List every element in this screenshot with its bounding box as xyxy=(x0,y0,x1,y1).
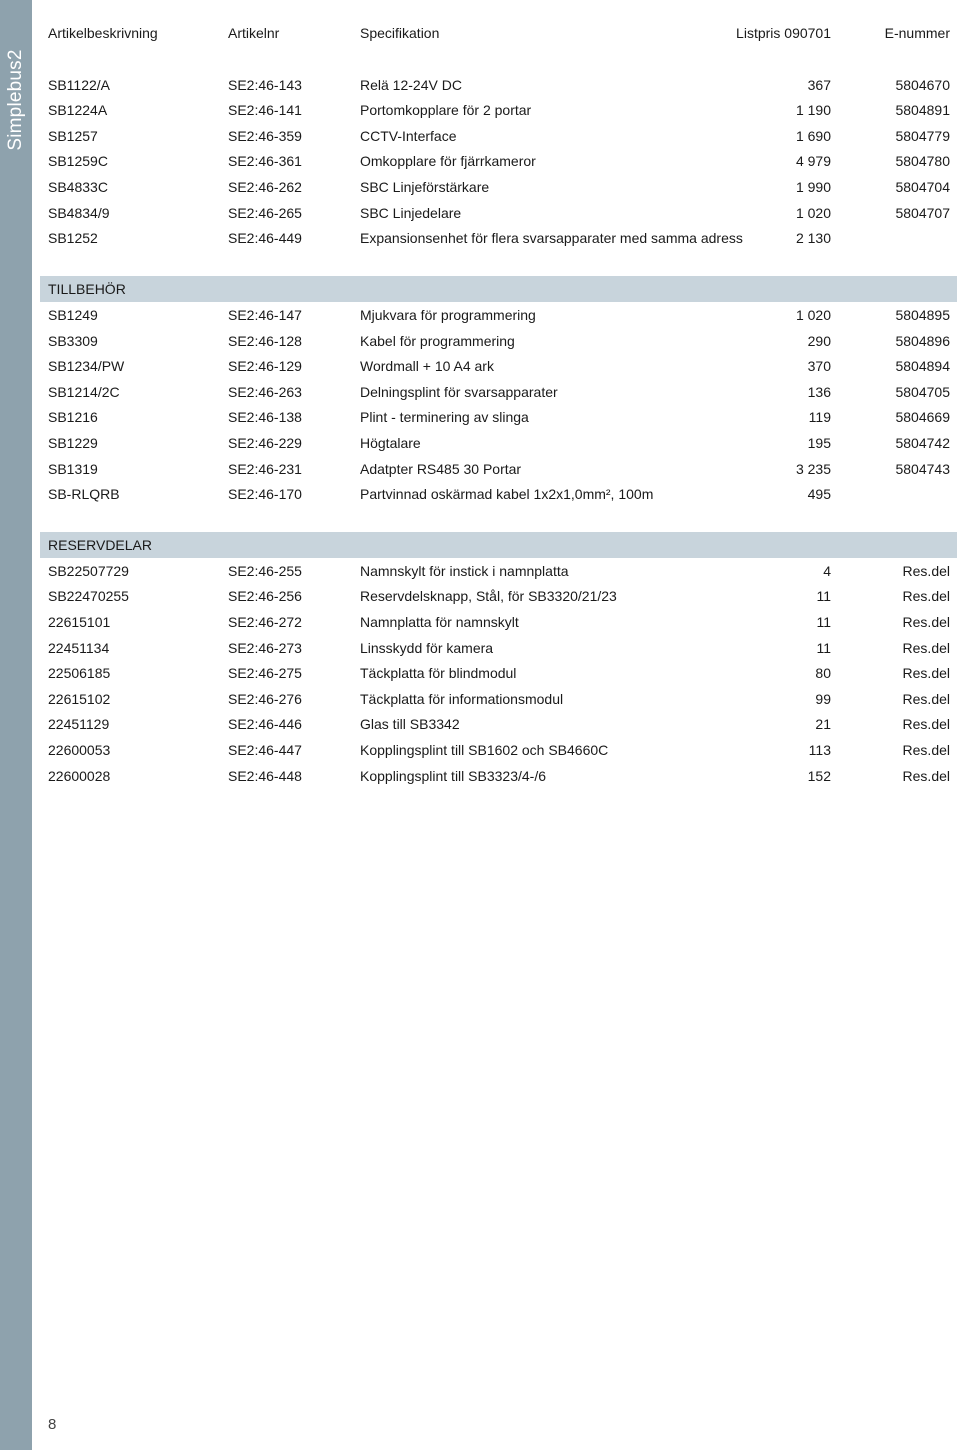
table-row xyxy=(40,635,957,661)
header-specification: Specifikation xyxy=(360,25,440,41)
cell-description: SB1224A xyxy=(48,102,108,119)
cell-list-price: 4 xyxy=(823,562,831,579)
section-title: TILLBEHÖR xyxy=(48,281,126,298)
cell-list-price: 195 xyxy=(807,434,831,451)
cell-list-price: 4 979 xyxy=(795,153,831,170)
cell-list-price: 136 xyxy=(807,383,831,400)
table-row xyxy=(40,97,957,123)
cell-e-number: Res.del xyxy=(902,767,950,784)
spacer xyxy=(40,46,957,72)
cell-article-number: SE2:46-229 xyxy=(228,434,302,451)
cell-article-number: SE2:46-359 xyxy=(228,127,302,144)
cell-article-number: SE2:46-446 xyxy=(228,716,302,733)
cell-description: SB22470255 xyxy=(48,588,129,605)
cell-list-price: 1 020 xyxy=(795,306,831,323)
cell-e-number: Res.del xyxy=(902,639,950,656)
cell-e-number: 5804895 xyxy=(895,306,950,323)
table-row xyxy=(40,558,957,584)
cell-description: SB22507729 xyxy=(48,562,129,579)
cell-specification: Täckplatta för blindmodul xyxy=(360,665,517,682)
cell-article-number: SE2:46-448 xyxy=(228,767,302,784)
cell-article-number: SE2:46-129 xyxy=(228,358,302,375)
table-row xyxy=(40,353,957,379)
cell-article-number: SE2:46-231 xyxy=(228,460,302,477)
cell-list-price: 11 xyxy=(816,614,831,631)
cell-description: 22600053 xyxy=(48,742,111,759)
cell-description: 22451134 xyxy=(48,639,110,656)
cell-article-number: SE2:46-449 xyxy=(228,230,302,247)
cell-e-number: Res.del xyxy=(902,614,950,631)
cell-article-number: SE2:46-256 xyxy=(228,588,302,605)
table-header xyxy=(40,20,957,46)
cell-e-number: 5804707 xyxy=(895,204,950,221)
tillbehor-section xyxy=(40,302,957,507)
cell-article-number: SE2:46-272 xyxy=(228,614,302,631)
cell-e-number: Res.del xyxy=(902,742,950,759)
cell-list-price: 367 xyxy=(807,76,831,93)
table-row xyxy=(40,583,957,609)
cell-e-number: 5804669 xyxy=(895,409,950,426)
spacer xyxy=(40,251,957,277)
sidebar xyxy=(0,0,32,1450)
main-section xyxy=(40,72,957,251)
section-header-tillbehor xyxy=(40,276,957,302)
cell-specification: SBC Linjedelare xyxy=(360,204,462,221)
cell-article-number: SE2:46-147 xyxy=(228,306,302,323)
cell-list-price: 1 190 xyxy=(795,102,831,119)
cell-description: SB1122/A xyxy=(48,76,111,93)
cell-article-number: SE2:46-275 xyxy=(228,665,302,682)
spacer xyxy=(40,507,957,533)
cell-description: 22451129 xyxy=(48,716,110,733)
header-description: Artikelbeskrivning xyxy=(48,25,158,41)
cell-specification: Kopplingsplint till SB3323/4-/6 xyxy=(360,767,547,784)
table-row xyxy=(40,456,957,482)
cell-e-number: Res.del xyxy=(902,562,950,579)
table-row xyxy=(40,404,957,430)
cell-article-number: SE2:46-143 xyxy=(228,76,302,93)
cell-article-number: SE2:46-447 xyxy=(228,742,302,759)
cell-description: 22506185 xyxy=(48,665,111,682)
cell-e-number: 5804896 xyxy=(895,332,950,349)
cell-list-price: 1 690 xyxy=(795,127,831,144)
cell-article-number: SE2:46-128 xyxy=(228,332,302,349)
cell-description: SB1249 xyxy=(48,306,98,323)
cell-specification: Högtalare xyxy=(360,434,421,451)
cell-specification: Linsskydd för kamera xyxy=(360,639,494,656)
cell-list-price: 11 xyxy=(816,588,831,605)
cell-specification: Reservdelsknapp, Stål, för SB3320/21/23 xyxy=(360,588,617,605)
cell-description: 22600028 xyxy=(48,767,111,784)
cell-e-number: 5804704 xyxy=(895,178,950,195)
cell-specification: Namnplatta för namnskylt xyxy=(360,614,519,631)
cell-specification: Delningsplint för svarsapparater xyxy=(360,383,558,400)
page-number: 8 xyxy=(48,1416,57,1433)
table-row xyxy=(40,174,957,200)
cell-article-number: SE2:46-265 xyxy=(228,204,302,221)
cell-description: 22615102 xyxy=(48,690,111,707)
table-row xyxy=(40,200,957,226)
table-row xyxy=(40,481,957,507)
cell-description: SB4833C xyxy=(48,178,108,195)
cell-specification: Omkopplare för fjärrkameror xyxy=(360,153,536,170)
cell-specification: Kopplingsplint till SB1602 och SB4660C xyxy=(360,742,609,759)
cell-article-number: SE2:46-138 xyxy=(228,409,302,426)
cell-article-number: SE2:46-170 xyxy=(228,486,302,503)
cell-description: SB1252 xyxy=(48,230,98,247)
cell-article-number: SE2:46-255 xyxy=(228,562,302,579)
cell-description: SB3309 xyxy=(48,332,98,349)
cell-article-number: SE2:46-262 xyxy=(228,178,302,195)
table-row xyxy=(40,72,957,98)
header-article-number: Artikelnr xyxy=(228,25,280,41)
cell-e-number: 5804891 xyxy=(895,102,950,119)
cell-e-number: Res.del xyxy=(902,690,950,707)
cell-e-number: Res.del xyxy=(902,665,950,682)
table-row xyxy=(40,302,957,328)
cell-article-number: SE2:46-263 xyxy=(228,383,302,400)
cell-article-number: SE2:46-276 xyxy=(228,690,302,707)
price-table xyxy=(40,20,957,788)
table-row xyxy=(40,328,957,354)
cell-specification: Täckplatta för informationsmodul xyxy=(360,690,564,707)
cell-list-price: 370 xyxy=(807,358,831,375)
cell-specification: Namnskylt för instick i namnplatta xyxy=(360,562,569,579)
cell-list-price: 495 xyxy=(807,486,831,503)
cell-description: SB1259C xyxy=(48,153,108,170)
table-row xyxy=(40,379,957,405)
cell-e-number: 5804894 xyxy=(895,358,950,375)
table-row xyxy=(40,148,957,174)
sidebar-title: Simplebus2 xyxy=(5,49,26,151)
cell-specification: SBC Linjeförstärkare xyxy=(360,178,490,195)
cell-list-price: 3 235 xyxy=(795,460,831,477)
cell-e-number: 5804743 xyxy=(895,460,950,477)
cell-list-price: 2 130 xyxy=(795,230,831,247)
cell-list-price: 99 xyxy=(815,690,831,707)
cell-e-number: 5804742 xyxy=(895,434,950,451)
cell-specification: Adatpter RS485 30 Portar xyxy=(360,460,522,477)
cell-specification: Glas till SB3342 xyxy=(360,716,460,733)
cell-description: 22615101 xyxy=(48,614,111,631)
cell-specification: Plint - terminering av slinga xyxy=(360,409,529,426)
cell-article-number: SE2:46-361 xyxy=(228,153,302,170)
table-row xyxy=(40,686,957,712)
cell-description: SB1216 xyxy=(48,409,98,426)
cell-article-number: SE2:46-273 xyxy=(228,639,302,656)
cell-specification: Mjukvara för programmering xyxy=(360,306,536,323)
cell-list-price: 1 020 xyxy=(795,204,831,221)
table-row xyxy=(40,430,957,456)
table-row xyxy=(40,225,957,251)
cell-e-number: Res.del xyxy=(902,588,950,605)
cell-specification: CCTV-Interface xyxy=(360,127,457,144)
cell-description: SB-RLQRB xyxy=(48,486,120,503)
cell-e-number: 5804780 xyxy=(895,153,950,170)
cell-description: SB1234/PW xyxy=(48,358,125,375)
cell-description: SB1214/2C xyxy=(48,383,120,400)
cell-description: SB1319 xyxy=(48,460,98,477)
cell-description: SB4834/9 xyxy=(48,204,110,221)
cell-list-price: 119 xyxy=(808,409,831,426)
header-e-number: E-nummer xyxy=(884,25,950,41)
cell-list-price: 113 xyxy=(808,742,831,759)
table-row xyxy=(40,609,957,635)
cell-description: SB1229 xyxy=(48,434,98,451)
table-row xyxy=(40,660,957,686)
cell-e-number: 5804705 xyxy=(895,383,950,400)
cell-article-number: SE2:46-141 xyxy=(228,102,302,119)
table-row xyxy=(40,763,957,789)
header-list-price: Listpris 090701 xyxy=(736,25,831,41)
cell-specification: Portomkopplare för 2 portar xyxy=(360,102,532,119)
table-row xyxy=(40,123,957,149)
cell-specification: Partvinnad oskärmad kabel 1x2x1,0mm², 100m xyxy=(360,486,654,503)
table-row xyxy=(40,711,957,737)
cell-specification: Kabel för programmering xyxy=(360,332,515,349)
section-header-reservdelar xyxy=(40,532,957,558)
reservdelar-section xyxy=(40,558,957,788)
cell-list-price: 11 xyxy=(816,639,831,656)
cell-list-price: 290 xyxy=(807,332,831,349)
cell-e-number: 5804670 xyxy=(895,76,950,93)
cell-description: SB1257 xyxy=(48,127,98,144)
cell-list-price: 21 xyxy=(815,716,831,733)
section-title: RESERVDELAR xyxy=(48,537,153,554)
cell-list-price: 152 xyxy=(807,767,831,784)
table-row xyxy=(40,737,957,763)
cell-e-number: Res.del xyxy=(902,716,950,733)
cell-list-price: 1 990 xyxy=(795,178,831,195)
cell-specification: Relä 12-24V DC xyxy=(360,76,462,93)
cell-list-price: 80 xyxy=(815,665,831,682)
cell-e-number: 5804779 xyxy=(895,127,950,144)
cell-specification: Wordmall + 10 A4 ark xyxy=(360,358,494,375)
cell-specification: Expansionsenhet för flera svarsapparater med samma adress xyxy=(360,230,743,247)
